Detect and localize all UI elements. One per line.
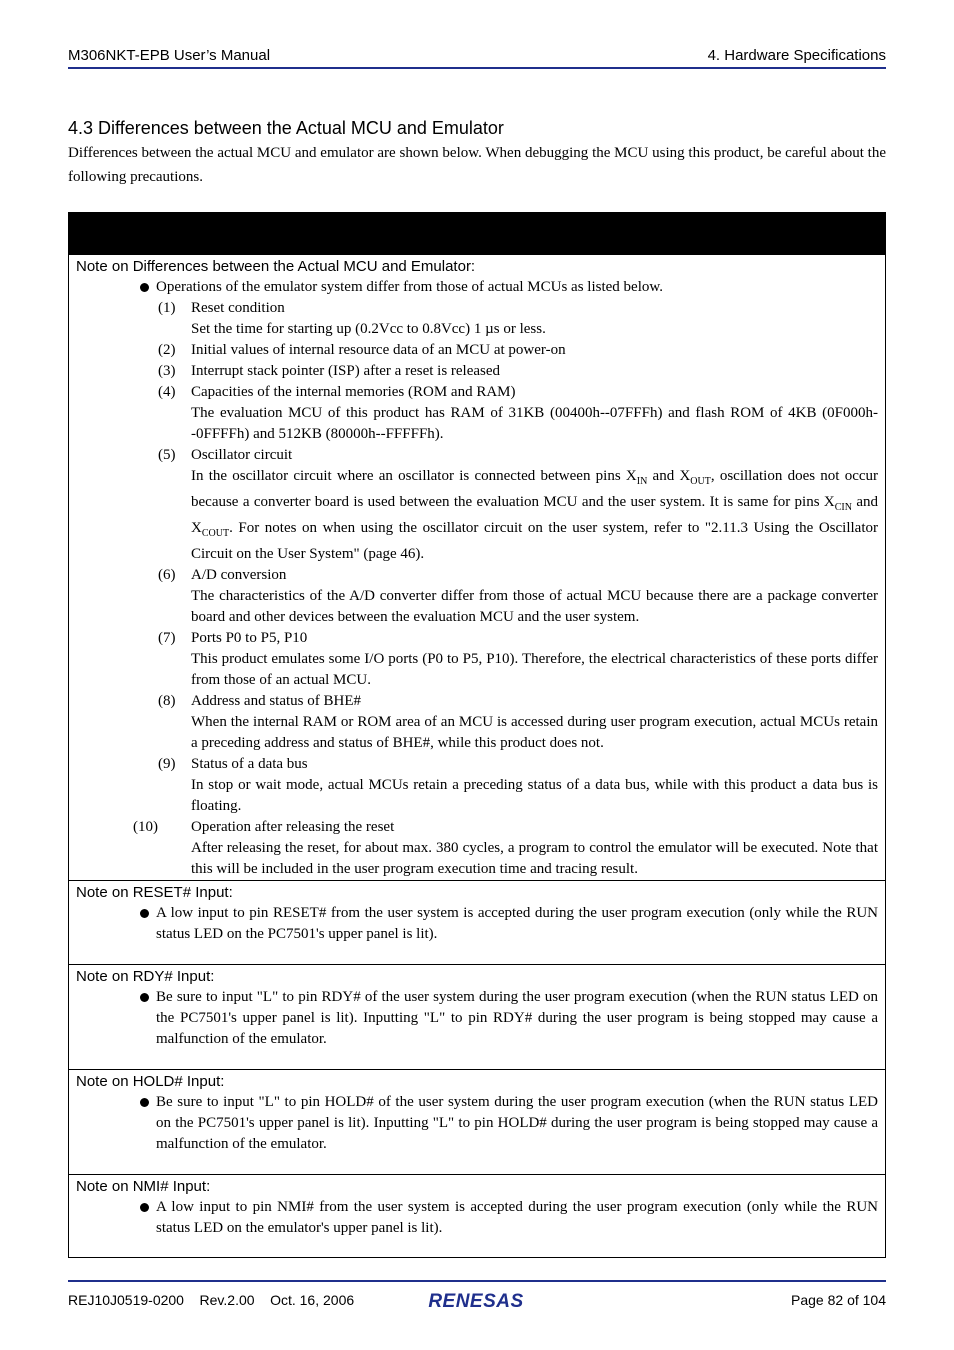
bullet-text: Be sure to input "L" to pin RDY# of the user system during the user program execution (when the RUN status LED on the PC7501's upper panel is lit). Inputting "L" to pin RDY# during the user program is being stopped may cause a malfunction of the emulator. bbox=[156, 989, 878, 1047]
item-title: Interrupt stack pointer (ISP) after a reset is released bbox=[191, 363, 501, 379]
list-item bbox=[158, 340, 878, 361]
item-number: (6) bbox=[158, 567, 176, 583]
note-differences bbox=[69, 255, 885, 881]
item-title: Address and status of BHE# bbox=[191, 693, 361, 709]
item-number: (1) bbox=[158, 300, 176, 316]
item-number: (9) bbox=[158, 756, 176, 772]
item-title: Reset condition bbox=[191, 300, 285, 316]
note-bullet bbox=[140, 903, 878, 945]
bullet-icon bbox=[140, 909, 149, 918]
bullet-icon bbox=[140, 1203, 149, 1212]
item-number: (8) bbox=[158, 693, 176, 709]
item-body: In the oscillator circuit where an oscillator is connected between pins $X_{IN}$ and $X_{OUT}$, oscillation does not occur because a converter board is used between the evaluation MCU and the user system. It is same for pins $X_{CIN}$ and $X_{COUT}$. For notes on when using the oscillator circuit on the user system, refer to "2.11.3 Using the Oscillator Circuit on the User System" (page 46). bbox=[191, 468, 879, 562]
item-title: Capacities of the internal memories (ROM and RAM) bbox=[191, 384, 516, 400]
intro-paragraph: Differences between the actual MCU and emulator are shown below. When debugging the MCU using this product, be careful about the following precautions. bbox=[68, 145, 886, 185]
page-footer bbox=[68, 1280, 886, 1312]
bullet-text: Operations of the emulator system differ from those of actual MCUs as listed below. bbox=[156, 279, 663, 295]
item-title: Oscillator circuit bbox=[191, 447, 293, 463]
item-number: (10) bbox=[133, 819, 158, 835]
item-number: (2) bbox=[158, 342, 176, 358]
item-title: Initial values of internal resource data of an MCU at power-on bbox=[191, 342, 566, 358]
item-title: A/D conversion bbox=[191, 567, 287, 583]
list-item bbox=[158, 382, 878, 445]
item-title: Ports P0 to P5, P10 bbox=[191, 630, 308, 646]
item-number: (5) bbox=[158, 447, 176, 463]
item-number: (3) bbox=[158, 363, 176, 379]
item-body: After releasing the reset, for about max. 380 cycles, a program to control the emulator will be executed. Note that this will be included in the user program execution time and tracing result. bbox=[191, 840, 878, 877]
item-title: Operation after releasing the reset bbox=[191, 819, 395, 835]
note-reset bbox=[69, 880, 885, 965]
item-number: (7) bbox=[158, 630, 176, 646]
note-heading: Note on HOLD# Input: bbox=[76, 1073, 225, 1090]
list-item bbox=[158, 628, 878, 691]
difference-list bbox=[133, 298, 879, 880]
bullet-text: A low input to pin RESET# from the user system is accepted during the user program execution (only while the RUN status LED on the PC7501's upper panel is lit). bbox=[156, 905, 878, 942]
note-bullet bbox=[140, 987, 878, 1050]
bullet-icon bbox=[140, 283, 149, 292]
item-body: The characteristics of the A/D converter differ from those of actual MCU because there are a package converter board and other devices between the evaluation MCU and the user system. bbox=[191, 588, 878, 625]
note-heading: Note on RDY# Input: bbox=[76, 968, 215, 985]
item-body: Set the time for starting up (0.2Vcc to 0.8Vcc) 1 µs or less. bbox=[191, 321, 546, 337]
list-item bbox=[158, 691, 878, 754]
document-id: REJ10J0519-0200 Rev.2.00 Oct. 16, 2006 bbox=[68, 1292, 355, 1308]
bullet-text: A low input to pin NMI# from the user system is accepted during the user program execution (only while the RUN status LED on the emulator's upper panel is lit). bbox=[156, 1199, 878, 1236]
note-heading: Note on Differences between the Actual MCU and Emulator: bbox=[76, 258, 476, 275]
list-item bbox=[158, 754, 878, 817]
list-item bbox=[158, 445, 878, 565]
note-rdy bbox=[69, 964, 885, 1070]
manual-title: M306NKT-EPB User’s Manual bbox=[68, 47, 271, 64]
renesas-logo bbox=[420, 1288, 532, 1312]
note-bullet bbox=[140, 1197, 878, 1239]
note-bullet bbox=[140, 277, 878, 298]
note-heading: Note on RESET# Input: bbox=[76, 884, 233, 901]
bullet-icon bbox=[140, 1098, 149, 1107]
chapter-title: 4. Hardware Specifications bbox=[707, 47, 886, 64]
page-number: Page 82 of 104 bbox=[791, 1292, 886, 1308]
note-nmi bbox=[69, 1174, 885, 1258]
notes-box bbox=[68, 212, 886, 1258]
item-body: In stop or wait mode, actual MCUs retain a preceding status of a data bus, while with this product a data bus is floating. bbox=[191, 777, 878, 814]
list-item bbox=[158, 361, 878, 382]
list-item bbox=[133, 817, 878, 880]
notes-banner bbox=[69, 213, 885, 255]
page-header bbox=[68, 47, 886, 69]
bullet-icon bbox=[140, 993, 149, 1002]
note-heading: Note on NMI# Input: bbox=[76, 1178, 211, 1195]
item-body: This product emulates some I/O ports (P0 to P5, P10). Therefore, the electrical characteristics of these ports differ from those of an actual MCU. bbox=[191, 651, 878, 688]
section-title: 4.3 Differences between the Actual MCU and Emulator bbox=[68, 118, 504, 138]
item-body: When the internal RAM or ROM area of an MCU is accessed during user program execution, actual MCUs retain a preceding address and status of BHE#, while this product does not. bbox=[191, 714, 878, 751]
item-number: (4) bbox=[158, 384, 176, 400]
bullet-text: Be sure to input "L" to pin HOLD# of the user system during the user program execution (when the RUN status LED on the PC7501's upper panel is lit). Inputting "L" to pin HOLD# during the user program is being stopped may cause a malfunction of the emulator. bbox=[156, 1094, 878, 1152]
list-item bbox=[158, 565, 878, 628]
item-title: Status of a data bus bbox=[191, 756, 308, 772]
note-hold bbox=[69, 1069, 885, 1175]
list-item bbox=[158, 298, 878, 340]
item-body: The evaluation MCU of this product has RAM of 31KB (00400h--07FFFh) and flash ROM of 4KB (0F000h--0FFFFh) and 512KB (80000h--FFFFFh). bbox=[191, 405, 878, 442]
note-bullet bbox=[140, 1092, 878, 1155]
svg-text:RENESAS: RENESAS bbox=[428, 1291, 524, 1312]
